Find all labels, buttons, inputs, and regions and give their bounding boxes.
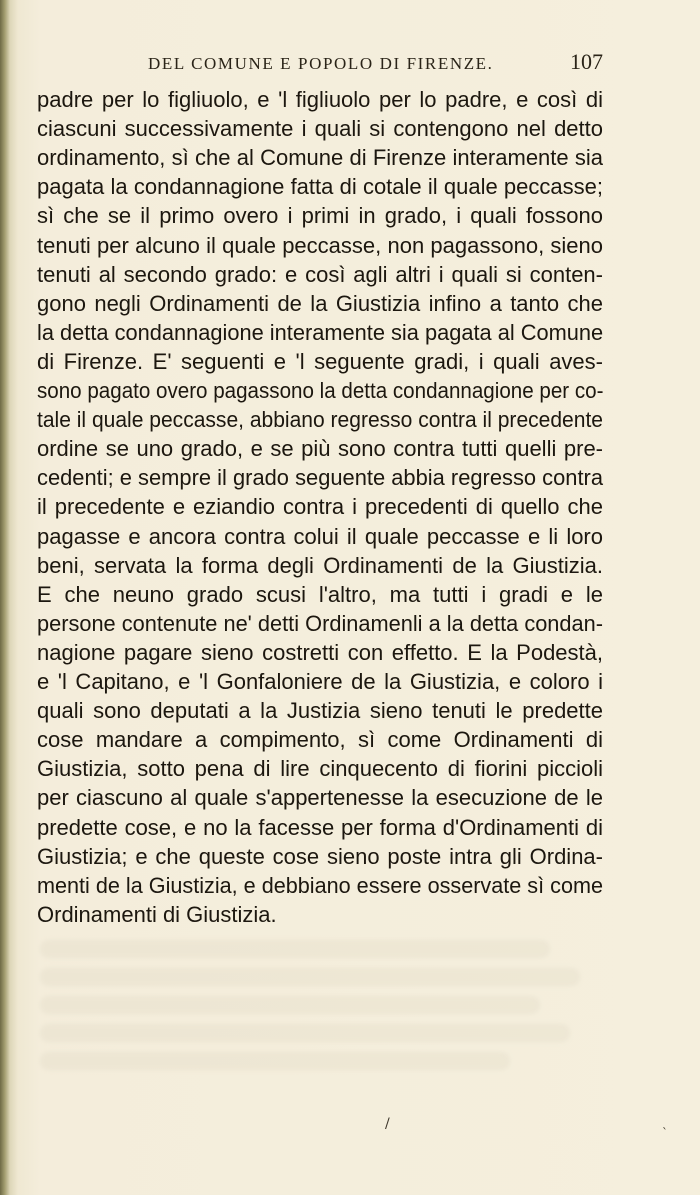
show-through-mark xyxy=(40,1024,570,1042)
text-line: pagasse e ancora contra colui il quale peccasse e li loro xyxy=(37,523,603,549)
ink-speck: / xyxy=(385,1116,390,1132)
text-line: menti de la Giustizia, e debbiano essere osservate sì come xyxy=(37,872,603,898)
page-number: 107 xyxy=(570,49,603,74)
show-through-mark xyxy=(40,940,550,958)
text-line: la detta condannagione interamente sia pagata al Comune xyxy=(37,319,604,345)
show-through-mark xyxy=(40,968,580,986)
text-line: sì che se il primo overo i primi in grado, i quali fossono xyxy=(37,203,603,229)
text-line: ordinamento, sì che al Comune di Firenze interamente sia xyxy=(37,145,603,171)
text-line: il precedente e eziandio contra i precedenti di quello che xyxy=(37,494,603,520)
text-line: Ordinamenti di Giustizia. xyxy=(37,901,277,927)
text-line: e 'l Capitano, e 'l Gonfaloniere de la Giustizia, e coloro i xyxy=(37,669,603,694)
running-header: DEL COMUNE E POPOLO DI FIRENZE. xyxy=(148,54,494,73)
text-line: sono pagato overo pagassono la detta condannagione per co- xyxy=(37,378,604,403)
text-line: padre per lo figliuolo, e 'l figliuolo per lo padre, e così di xyxy=(37,87,603,112)
text-line: Giustizia, sotto pena di lire cinquecento di fiorini piccioli xyxy=(37,756,603,782)
text-line: predette cose, e no la facesse per forma d'Ordinamenti di xyxy=(37,814,603,840)
text-line: E che neuno grado scusi l'altro, ma tutti i gradi e le xyxy=(37,581,603,607)
ink-speck: ` xyxy=(662,1126,668,1140)
text-line: ordine se uno grado, e se più sono contra tutti quelli pre- xyxy=(37,436,603,462)
show-through-mark xyxy=(40,1052,510,1070)
show-through-mark xyxy=(40,996,540,1014)
text-line: beni, servata la forma degli Ordinamenti de la Giustizia. xyxy=(37,552,603,578)
text-line: per ciascuno al quale s'appertenesse la esecuzione de le xyxy=(37,785,603,811)
text-line: tale il quale peccasse, abbiano regresso contra il precedente xyxy=(37,407,603,433)
text-line: tenuti al secondo grado: e così agli altri i quali si conten- xyxy=(37,261,603,287)
text-line: Giustizia; e che queste cose sieno poste intra gli Ordina- xyxy=(37,843,603,869)
text-line: cose mandare a compimento, sì come Ordinamenti di xyxy=(37,727,603,753)
text-line: cedenti; e sempre il grado seguente abbia regresso contra xyxy=(37,465,603,491)
text-line: gono negli Ordinamenti de la Giustizia infino a tanto che xyxy=(37,290,603,316)
text-line: nagione pagare sieno costretti con effetto. E la Podestà, xyxy=(37,639,603,665)
text-line: quali sono deputati a la Justizia sieno tenuti le predette xyxy=(37,698,603,724)
text-line: di Firenze. E' seguenti e 'l seguente gradi, i quali aves- xyxy=(37,348,603,374)
text-line: pagata la condannagione fatta di cotale il quale peccasse; xyxy=(37,174,603,200)
text-line: ciascuni successivamente i quali si contengono nel detto xyxy=(37,116,603,142)
text-line: tenuti per alcuno il quale peccasse, non pagassono, sieno xyxy=(37,232,603,258)
text-line: persone contenute ne' detti Ordinamenli a la detta condan- xyxy=(37,610,603,636)
